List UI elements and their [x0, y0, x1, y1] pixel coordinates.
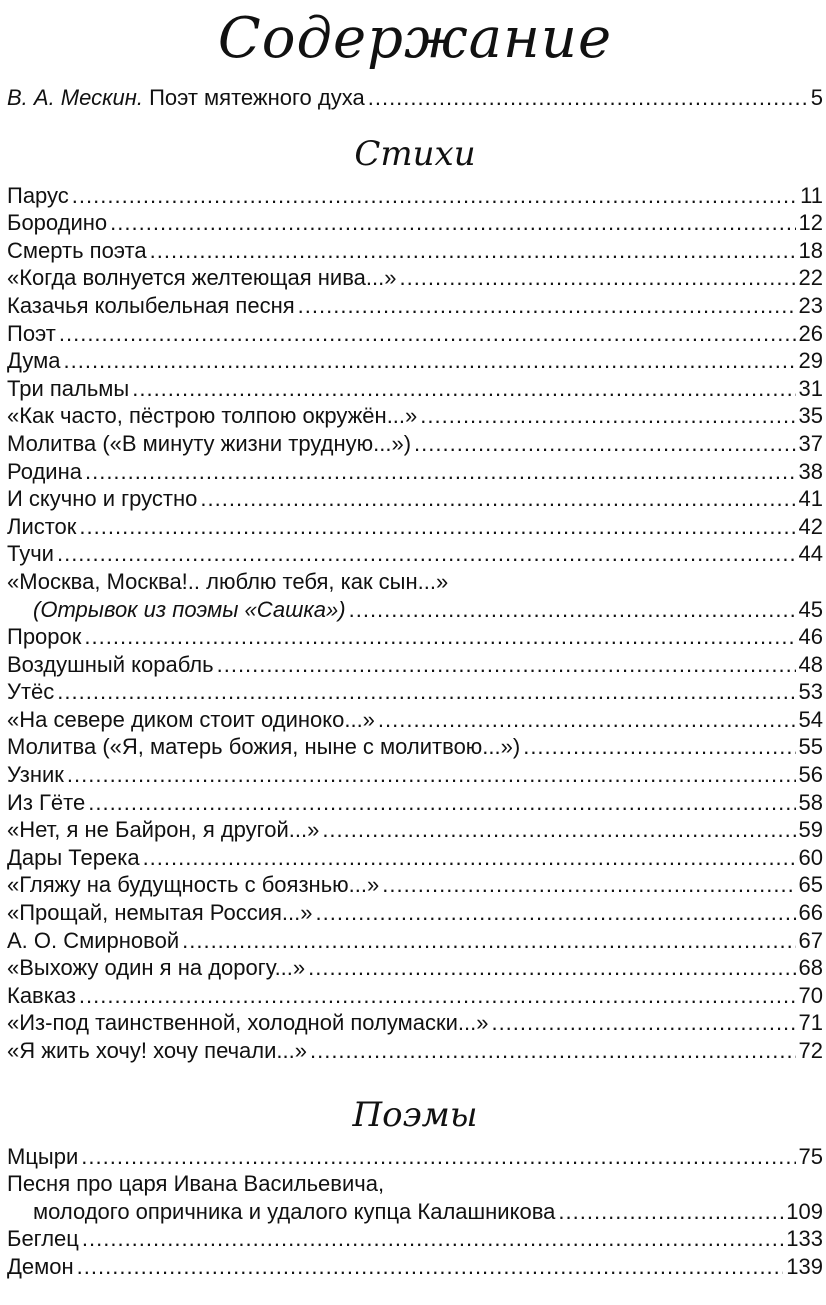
toc-entry-page-number: 66	[798, 900, 823, 926]
dot-leader	[143, 844, 796, 872]
dot-leader	[182, 927, 795, 955]
toc-entry-label: Поэт	[7, 320, 56, 346]
dot-leader	[382, 871, 795, 899]
toc-entry-label: Дума	[7, 348, 61, 374]
toc-entry[interactable]	[7, 292, 823, 320]
toc-entry-label: Узник	[7, 762, 64, 788]
toc-entry-label: Пророк	[7, 624, 82, 650]
toc-entry-label: «Выхожу один я на дорогу...»	[7, 955, 306, 981]
toc-entry[interactable]	[7, 623, 823, 651]
dot-leader	[82, 1225, 783, 1253]
dot-leader	[85, 458, 796, 486]
toc-entry[interactable]	[7, 761, 823, 789]
toc-entry[interactable]	[7, 789, 823, 817]
toc-entry-page-number: 18	[798, 237, 823, 263]
toc-entry-label: Беглец	[7, 1226, 79, 1252]
toc-entry-label: «На севере диком стоит одиноко...»	[7, 706, 375, 732]
dot-leader	[57, 540, 796, 568]
toc-entry[interactable]	[7, 264, 823, 292]
toc-list	[7, 182, 823, 1065]
toc-entry-label: Листок	[7, 513, 77, 539]
toc-entry[interactable]	[7, 209, 823, 237]
toc-entry-page-number: 67	[798, 927, 823, 953]
toc-entry-page-number: 29	[798, 348, 823, 374]
dot-leader	[368, 84, 808, 112]
toc-entry[interactable]	[7, 320, 823, 348]
toc-entry[interactable]	[7, 954, 823, 982]
toc-entry-page-number: 37	[798, 430, 823, 456]
toc-entry[interactable]	[7, 375, 823, 403]
toc-entry[interactable]	[7, 871, 823, 899]
toc-entry[interactable]	[7, 540, 823, 568]
toc-entry[interactable]	[7, 596, 823, 624]
toc-entry-page-number: 22	[798, 265, 823, 291]
toc-entry-page-number: 56	[798, 762, 823, 788]
dot-leader	[308, 954, 795, 982]
toc-entry-label: Молитва («Я, матерь божия, ныне с молитвою...»)	[7, 734, 521, 760]
dot-leader	[491, 1009, 795, 1037]
toc-sections	[7, 134, 823, 1281]
spacer	[7, 174, 823, 182]
toc-entry-label: «Я жить хочу! хочу печали...»	[7, 1038, 307, 1063]
toc-entry-page-number: 53	[798, 679, 823, 705]
toc-entry[interactable]	[7, 982, 823, 1010]
toc-entry[interactable]	[7, 402, 823, 430]
dot-leader	[322, 816, 795, 844]
toc-entry-page-number: 68	[798, 955, 823, 981]
toc-entry-page-number: 139	[786, 1253, 823, 1279]
toc-entry-page-number: 12	[798, 210, 823, 236]
toc-entry-page-number: 60	[798, 844, 823, 870]
dot-leader	[150, 237, 796, 265]
toc-entry[interactable]	[7, 485, 823, 513]
toc-entry-label: Демон	[7, 1253, 74, 1279]
toc-entry[interactable]	[7, 651, 823, 679]
dot-leader	[414, 430, 795, 458]
toc-entry-page-number: 75	[798, 1143, 823, 1169]
dot-leader	[523, 733, 795, 761]
spacer	[7, 1135, 823, 1143]
dot-leader	[316, 899, 796, 927]
toc-list	[7, 1143, 823, 1281]
toc-entry[interactable]	[7, 458, 823, 486]
toc-entry-label: «Москва, Москва!.. люблю тебя, как сын...»	[7, 568, 449, 594]
dot-leader	[79, 982, 796, 1010]
toc-entry-page-number: 42	[798, 513, 823, 539]
dot-leader	[81, 1143, 795, 1171]
dot-leader	[310, 1037, 796, 1065]
dot-leader	[77, 1253, 784, 1281]
page-title: Содержание	[217, 6, 613, 71]
toc-entry-label: Тучи	[7, 541, 54, 567]
toc-entry-page-number: 26	[798, 320, 823, 346]
dot-leader	[79, 513, 795, 541]
toc-entry-label: Мцыри	[7, 1143, 79, 1169]
toc-entry[interactable]	[7, 347, 823, 375]
dot-leader	[217, 651, 796, 679]
toc-intro-label	[7, 84, 365, 112]
toc-entry[interactable]	[7, 237, 823, 265]
toc-entry-page-number: 70	[798, 982, 823, 1008]
toc-entry-page-number: 55	[798, 734, 823, 760]
toc-entry[interactable]	[7, 899, 823, 927]
toc-intro-row[interactable]	[7, 84, 823, 112]
toc-entry[interactable]	[7, 568, 823, 596]
toc-entry[interactable]	[7, 182, 823, 210]
toc-entry-page-number: 71	[798, 1010, 823, 1036]
toc-entry-page-number: 41	[798, 486, 823, 512]
toc-entry-page-number: 46	[798, 624, 823, 650]
toc-entry-page-number: 38	[798, 458, 823, 484]
toc-entry[interactable]	[7, 513, 823, 541]
toc-entry-label: «Прощай, немытая Россия...»	[7, 900, 313, 926]
toc-entry[interactable]	[7, 1253, 823, 1281]
toc-entry-page-number: 54	[798, 706, 823, 732]
toc-entry[interactable]	[7, 1143, 823, 1171]
section-title: Стихи	[354, 133, 476, 174]
toc-entry-label: И скучно и грустно	[7, 486, 198, 512]
dot-leader	[558, 1198, 783, 1226]
dot-leader	[298, 292, 796, 320]
dot-leader	[420, 402, 795, 430]
toc-entry[interactable]	[7, 1225, 823, 1253]
intro-title: Поэт мятежного духа	[149, 85, 365, 110]
toc-entry-label: Бородино	[7, 210, 108, 236]
toc-entry[interactable]	[7, 816, 823, 844]
toc-entry-label: Кавказ	[7, 982, 76, 1008]
dot-leader	[378, 706, 796, 734]
toc-entry-page-number: 58	[798, 789, 823, 815]
dot-leader	[72, 182, 797, 210]
toc-entry[interactable]	[7, 430, 823, 458]
toc-entry-label: Смерть поэта	[7, 237, 147, 263]
toc-entry[interactable]	[7, 844, 823, 872]
dot-leader	[84, 623, 795, 651]
dot-leader	[349, 596, 796, 624]
toc-entry[interactable]	[7, 1037, 823, 1065]
toc-entry-label: Из Гёте	[7, 789, 86, 815]
dot-leader	[59, 320, 796, 348]
toc-entry-page-number: 48	[798, 651, 823, 677]
toc-entry-label: Утёс	[7, 679, 55, 705]
toc-entry-label: А. О. Смирновой	[7, 927, 180, 953]
toc-entry[interactable]	[7, 1198, 823, 1226]
toc-entry-label: Казачья колыбельная песня	[7, 292, 295, 318]
toc-entry-page-number: 109	[786, 1198, 823, 1224]
toc-entry-label: «Из-под таинственной, холодной полумаски...»	[7, 1010, 489, 1036]
spacer	[7, 1065, 823, 1095]
dot-leader	[67, 761, 796, 789]
toc-entry-label: молодого опричника и удалого купца Калашникова	[33, 1198, 556, 1224]
intro-author: В. А. Мескин.	[7, 85, 143, 110]
toc-entry-page-number: 11	[800, 182, 823, 208]
toc-entry-page-number: 23	[798, 292, 823, 318]
dot-leader	[399, 264, 795, 292]
toc-entry-label: Родина	[7, 458, 82, 484]
toc-entry-page-number: 35	[798, 403, 823, 429]
toc-entry[interactable]	[7, 1009, 823, 1037]
toc-entry-label: Три пальмы	[7, 375, 130, 401]
toc-entry-page-number: 44	[798, 541, 823, 567]
toc-entry-page-number: 72	[798, 1038, 823, 1063]
toc-entry-page-number: 45	[798, 596, 823, 622]
spacer	[7, 112, 823, 134]
toc-entry[interactable]	[7, 927, 823, 955]
toc-entry-page-number: 65	[798, 872, 823, 898]
dot-leader	[57, 678, 795, 706]
toc-entry-label: (Отрывок из поэмы «Сашка»)	[33, 596, 346, 622]
dot-leader	[132, 375, 795, 403]
toc-entry-page-number: 31	[798, 375, 823, 401]
toc-entry[interactable]	[7, 1170, 823, 1198]
toc-entry[interactable]	[7, 706, 823, 734]
dot-leader	[110, 209, 795, 237]
toc-entry-label: «Нет, я не Байрон, я другой...»	[7, 817, 320, 843]
toc-entry[interactable]	[7, 678, 823, 706]
toc-entry-label: Песня про царя Ивана Васильевича,	[7, 1171, 385, 1197]
toc-entry-page-number: 59	[798, 817, 823, 843]
toc-entry-label: «Когда волнуется желтеющая нива...»	[7, 265, 397, 291]
toc-entry-label: «Как часто, пёстрою толпою окружён...»	[7, 403, 418, 429]
section-title: Поэмы	[352, 1094, 478, 1135]
intro-page-number: 5	[810, 85, 823, 110]
toc-entry-label: Воздушный корабль	[7, 651, 214, 677]
toc-entry-label: Парус	[7, 182, 69, 208]
toc-entry-label: «Гляжу на будущность с боязнью...»	[7, 872, 380, 898]
toc-entry-label: Дары Терека	[7, 844, 140, 870]
dot-leader	[200, 485, 795, 513]
toc-entry-page-number: 133	[786, 1226, 823, 1252]
toc-entry-label: Молитва («В минуту жизни трудную...»)	[7, 430, 412, 456]
toc-entry[interactable]	[7, 733, 823, 761]
dot-leader	[64, 347, 796, 375]
dot-leader	[88, 789, 795, 817]
